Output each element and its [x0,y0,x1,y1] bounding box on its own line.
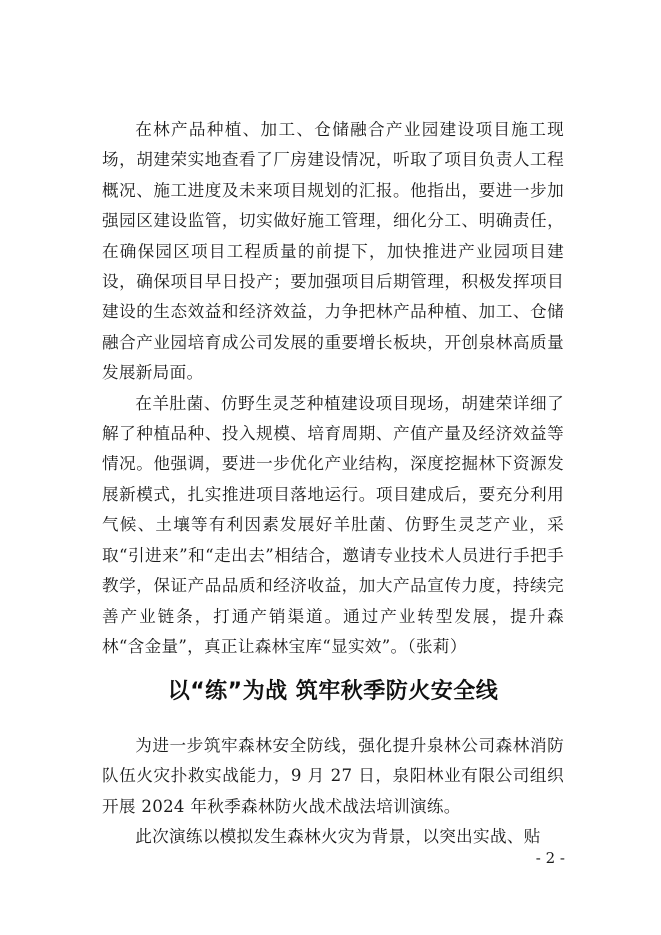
paragraph-mushroom-project: 在羊肚菌、仿野生灵芝种植建设项目现场，胡建荣详细了解了种植品种、投入规模、培育周期、产值产量及经济效益等情况。他强调，要进一步优化产业结构，深度挖掘林下资源发展新模式，扎实推进项目落地运行。项目建成后，要充分利用气候、土壤等有利因素发展好羊肚菌、仿野生灵芝产业，采取“引进来”和“走出去”相结合，邀请专业技术人员进行手把手教学，保证产品品质和经济收益，加大产品宣传力度，持续完善产业链条，打通产销渠道。通过产业转型发展，提升森林“含金量”，真正让森林宝库“显实效”。（张莉） [102,393,564,656]
paragraph-drill-intro: 为进一步筑牢森林安全防线，强化提升泉林公司森林消防队伍火灾扑救实战能力，9 月 27 日，泉阳林业有限公司组织开展 2024 年秋季森林防火战术战法培训演练。 [102,736,564,816]
paragraph-industrial-park: 在林产品种植、加工、仓储融合产业园建设项目施工现场，胡建荣实地查看了厂房建设情况，听取了项目负责人工程概况、施工进度及未来项目规划的汇报。他指出，要进一步加强园区建设监管，切实做好施工管理，细化分工、明确责任，在确保园区项目工程质量的前提下，加快推进产业园项目建设，确保项目早日投产；要加强项目后期管理，积极发挥项目建设的生态效益和经济效益，力争把林产品种植、加工、仓储融合产业园培育成公司发展的重要增长板块，开创泉林高质量发展新局面。 [102,120,564,383]
article-body [102,731,564,853]
article-body-continued [102,115,564,662]
paragraph-drill-background: 此次演练以模拟发生森林火灾为背景，以突出实战、贴 [135,827,541,847]
article-headline: 以“练”为战 筑牢秋季防火安全线 [167,679,499,704]
page-number: - 2 - [535,849,565,867]
